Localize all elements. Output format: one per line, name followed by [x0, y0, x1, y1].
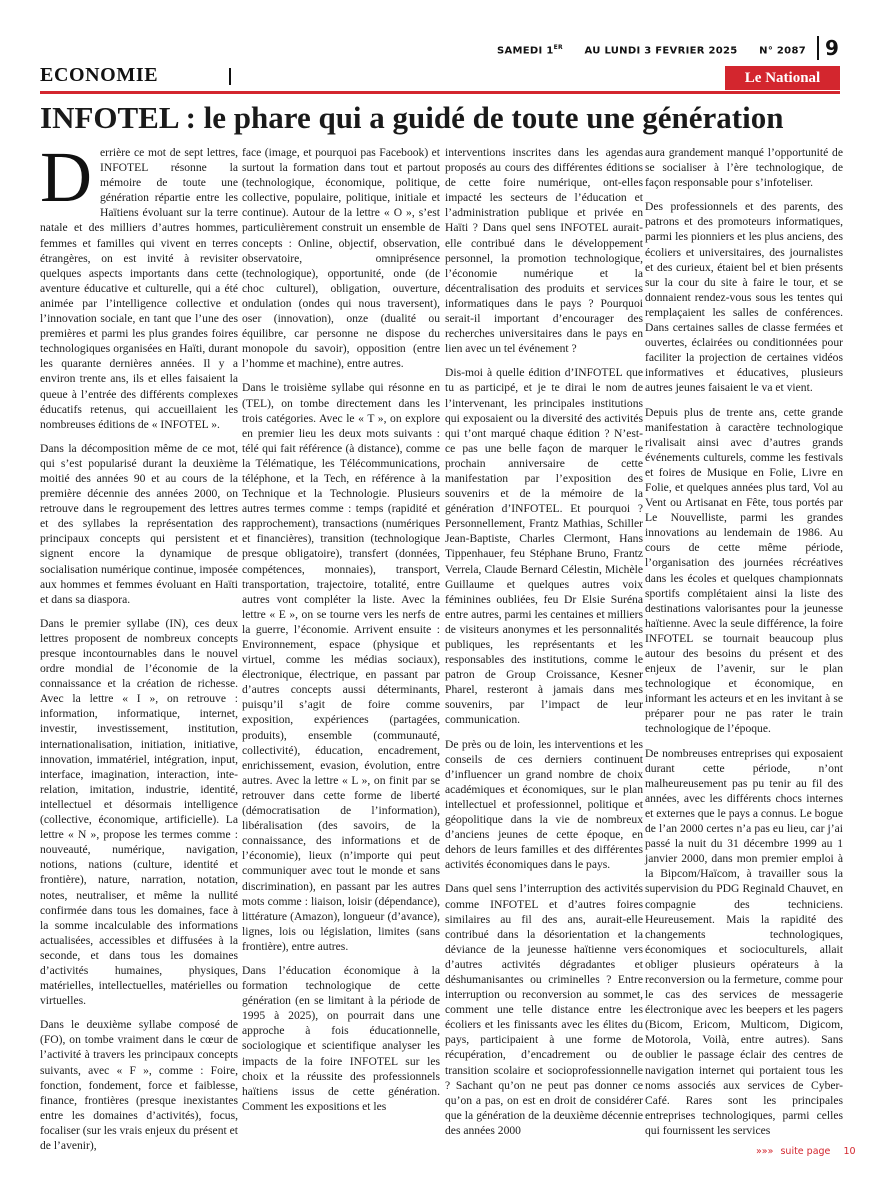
article-column-4 — [645, 145, 843, 1147]
page-number-divider — [817, 36, 819, 60]
paragraph — [40, 137, 238, 432]
paragraph: Dis-moi à quelle édition d’INFOTEL que tu as participé, et je te dirai le nom de l’intervenant, les principales institutions qui exposaient ou la diversité des activités qui t’ont marqué chaque édition ? N’est-ce pas une belle façon de marquer le prochain anniversaire de cette manifestation par l’exposition des souvenirs et de la mémoire de la génération d’INFOTEL. Et pourquoi ? Personnellement, Frantz Mathias, Schiller Jean-Baptiste, Charles Clermont, Hans Tippenhauer, feu Stéphane Bruno, Frantz Verrela, Claude Bernard Célestin, Michèle Guillaume et quelques autres voix féminines oubliées, feu Dr Elsie Suréna entre autres, parmi les centaines et milliers de visiteurs anonymes et les personnalités publiques, les représentants et les responsables des institutions, comme le patron de Group Croissance, Kesner Pharel, resteront à jamais dans mes souvenirs, par l’impact de leur communication. — [445, 366, 643, 727]
paragraph: interventions inscrites dans les agendas proposés au cours des différentes éditions de cette foire numérique, ont-elles impacté les secteurs de l’éducation et l’administration publique et privée en Haïti ? Dans quel sens INFOTEL aurait-elle contribué dans le développement personnel, la promotion technologique, l’économie numérique et la décentralisation des produits et services informatiques dans le pays ? Pourquoi serait-il important d’encourager des recherches universitaires dans le pays en lien avec un tel événement ? — [445, 146, 643, 356]
continued-on-page-note — [756, 1146, 856, 1157]
paragraph: Dans quel sens l’interruption des activités comme INFOTEL et d’autres foires similaires au fil des ans, aurait-elle contribué dans la désorientation et la déviance de la jeunesse haïtienne vers d’autres activités dégradantes et déshumanisantes ou criminelles ? Entre interruption ou reconversion au sommet, comment une telle distance entre les écoliers et les finissants avec les élites du pays, participaient à une forme de récupération, d’encadrement ou de transition scolaire et socioprofessionnelle ? Sachant qu’on ne peut pas donner ce qu’on a pas, on est en droit de considérer que la génération de la deuxième décennie des années 2000 — [445, 882, 643, 1137]
paragraph: Dans l’éducation économique à la formation technologique de cette génération (en se limitant à la période de 1995 à 2025), on pourrait dans une approche à fois éducationnelle, sociologique et scientifique analyser les impacts de la foire INFOTEL sur les choix et la réussite des professionnels haïtiens issus de cette génération. Comment les expositions et les — [242, 963, 440, 1113]
paragraph: Des professionnels et des parents, des patrons et des promoteurs informatiques, parmi les pionniers et les plus anciens, des écoliers et universitaires, des journalistes et des curieux, étaient bel et bien présents sur la cour du site à faire le tour, et se donnaient rendez-vous sous les tentes qui remplaçaient les salles de conférences. Dans certaines salles de classe fermées et ouvertes, éclairées ou conditionnées pour faciliter la projection de certaines vidéos informatives et éducatives, plusieurs autres jeunes faisaient le va et vient. — [645, 200, 843, 395]
paragraph: De nombreuses entreprises qui exposaient durant cette période, n’ont malheureusement pas pu tenir au fil des années, avec les différents chocs internes et externes que le pays a connus. Le bogue de l’an 2000 certes n’a pas eu lieu, car j’ai passé la nuit du 31 décembre 1999 au 1 janvier 2000, dans mon premier emploi à la Bipcom/Haïcom, à travailler sous la supervision du PDG Reginald Chauvet, en compagnie des techniciens. Heureusement. Mais la rapidité des changements technologiques, économiques et socioculturels, allait obliger plusieurs opérateurs à la reconversion ou la fermeture, comme pour le cas des services de messagerie électronique avec les beepers et les pagers (Bicom, Ericom, Multicom, Digicom, Motorola, Voilà, entre autres). Sans oublier le passage éclair des centres de navigation internet qui portaient tous les noms associés aux services de Cyber-Café. Rares sont les principales entreprises technologiques, parmi celles qui fournissent les services — [645, 746, 843, 1137]
issue-date-line — [497, 44, 806, 56]
date-range: AU LUNDI 3 FEVRIER 2025 — [584, 45, 738, 57]
issue-number: N° 2087 — [759, 45, 806, 57]
paragraph: Depuis plus de trente ans, cette grande manifestation à caractère technologique rivalisait ainsi avec d’autres grands événements culturels, comme les festivals et foires de Musique en Folie, Livre en Folie, et quelques années plus tard, Vol au Vent ou Artisanat en Fête, tous portés par Le Nouvelliste, parmi les grandes innovations au lendemain de 1986. Au cours de cette même période, l’organisation des journées récréatives dans les écoles et quelques championnats sportifs complétaient ainsi la liste des destinations valorisantes pour la jeunesse haïtienne. Avec la seule différence, la foire INFOTEL se tournait beaucoup plus autour des besoins du présent et des enjeux de l’avenir, sur le plan technologique et économique, en informant les acteurs et en les invitant à se préparer pour ne pas rater le train technologique de l’époque. — [645, 405, 843, 736]
paragraph: face (image, et pourquoi pas Facebook) et surtout la formation dans tout et partout (technologique, économique, politique, collective, populaire, politique, initiale et continue). Autour de la lettre « O », s’est particulièrement construit un ensemble de concepts : Online, objectif, observation, observatoire, omniprésence (technologique), opportunité, onde (de choc culturel), obligation, ouverture, ondulation (ondes qui nous traversent), oser (innovation), onze (dualité ou équilibre, car personne ne dispose du monopole du savoir), opposition (entre l’homme et machine), entre autres. — [242, 146, 440, 371]
section-label: ECONOMIE — [40, 64, 159, 86]
publication-logo: Le National — [725, 66, 840, 90]
header-rule — [40, 91, 840, 94]
paragraph: Dans la décomposition même de ce mot, qui s’est popularisé durant la deuxième moitié des années 90 et au cours de la première décennie des années 2000, on retrouve dans le regroupement des lettres et des syllabes la représentation des principaux concepts qui persistent et signent encore la dynamique de socialisation numérique continue, imposée aux hommes et femmes évoluant en Haïti et dans sa diaspora. — [40, 441, 238, 606]
date-day: SAMEDI 1 — [497, 45, 554, 57]
arrows-icon: »»» — [756, 1146, 774, 1157]
date-superscript: ER — [553, 44, 563, 51]
continued-label: suite page — [780, 1146, 831, 1157]
paragraph: Dans le troisième syllabe qui résonne en (TEL), on tombe directement dans les trois catégories. Avec le « T », on explore en premier lieu les deux mots suivants : télé qui fait référence (à distance), comme la Télématique, les Télécommunications, téléphone, et la Tech, en référence à la Technique et la Technologie. Plusieurs autres termes comme : temps (rapidité et rapprochement), transactions (numériques et financières), transition (technologique presque obligatoire), transfert (données, compétences, monnaies), transport, transportation, trajectoire, totalité, entre autres vont compléter la liste. Avec la lettre « E », on se tourne vers les nerfs de la guerre, l’économie. Arrivent ensuite : Environnement, espace (physique et virtuel, comme les médias sociaux), électronique, électrique, en passant par d’autres concepts aussi déterminants, puisqu’il s’agit de foire comme exposition, expériences (partagées, produits), ensemble (communauté, collectivité), éducation, encadrement, enrichissement, evasion, évolution, entre autres. Avec la lettre « L », on finit par se retrouver dans cette forme de liberté (démocratisation de l’information), libéralisation (des savoirs, de la connaissance, des informations et de l’économie), lieux (n’importe qui peut communiquer avec tout le monde et sans discrimination), en passant par les autres mots comme : liaison, loisir (dépendance), littérature (Amazon), longueur (d’avance), lignes, lois ou législation, limites (sans frontière), entre autres. — [242, 381, 440, 953]
paragraph: De près ou de loin, les interventions et les conseils de ces derniers continuent d’influencer un grand nombre de choix académiques et économiques, sur le plan intellectuel et professionnel, politique et géopolitique dans la vie de nombreux d’anciens jeunes de cette époque, en dehors de leurs familles et des différentes activités économiques dans le pays. — [445, 737, 643, 872]
section-divider — [229, 68, 231, 85]
paragraph: Dans le premier syllabe (IN), ces deux lettres proposent de nombreux concepts presque incontournables dans le nouvel ordre mondial de l’économie de la connaissance et la création de richesse. Avec la lettre « I », on retrouve : information, informatique, internet, investir, investissement, institution, internationalisation, initiation, initiative, innovation, immatériel, intégration, input, interface, imagination, interaction, inte-relation, imitation, industrie, identité, intellectuel et désormais intelligence (collective, économique, artificielle). La lettre « N », propose les termes comme : nouveauté, numérique, navigation, notions, nations (culture, identité et frontière), nature, narration, notation, notes, neutraliser, et même la nullité confirmée dans tous les domaines, face à la somme incalculable des informations actualisées, accessibles et diffusées à la seconde, et dans tous les domaines d’activités humaines, physiques, matérielles, intellectuelles, matérielles ou virtuelles. — [40, 616, 238, 1008]
article-headline: INFOTEL : le phare qui a guidé de toute une génération — [40, 100, 784, 135]
paragraph-text: errière ce mot de sept lettres, INFOTEL résonne la mémoire de toute une génération répartie entre les Haïtiens évoluant sur la terre natale et des milliers d’autres hommes, femmes et familles qui vivent en terres étrangères, on est invité à revisiter quelques aspects importants dans cette aventure éducative et culturelle, qui a été animée par l’intelligence collective et l’innovation sociale, en tant que l’une des premières et parmi les plus grandes foires technologiques organisées en Haïti, durant les quarante dernières années. Il y a environ trente ans, ils et elles faisaient la queue à l’entrée des différents complexes éducatifs retenus, qui accueillaient les nombreuses éditions de « INFOTEL ». — [40, 146, 238, 431]
page-number: 9 — [825, 36, 839, 60]
article-column-3 — [445, 145, 643, 1147]
paragraph: aura grandement manqué l’opportunité de se socialiser à l’ère technologique, de façon responsable pour s’infoteliser. — [645, 146, 843, 190]
continued-page-number: 10 — [843, 1146, 856, 1157]
article-column-2 — [242, 145, 440, 1123]
drop-cap: D — [40, 137, 92, 217]
paragraph: Dans le deuxième syllabe composé de (FO), on tombe vraiment dans le cœur de l’activité à travers les principaux concepts suivants, avec « F », comme : Foire, fonction, fondement, force et faiblesse, finance, frontières (presque inexistantes entre les domaines d’activités), focus, focaliser (sur les vrais enjeux du présent et de l’avenir), — [40, 1018, 238, 1152]
article-column-1 — [40, 137, 238, 1162]
